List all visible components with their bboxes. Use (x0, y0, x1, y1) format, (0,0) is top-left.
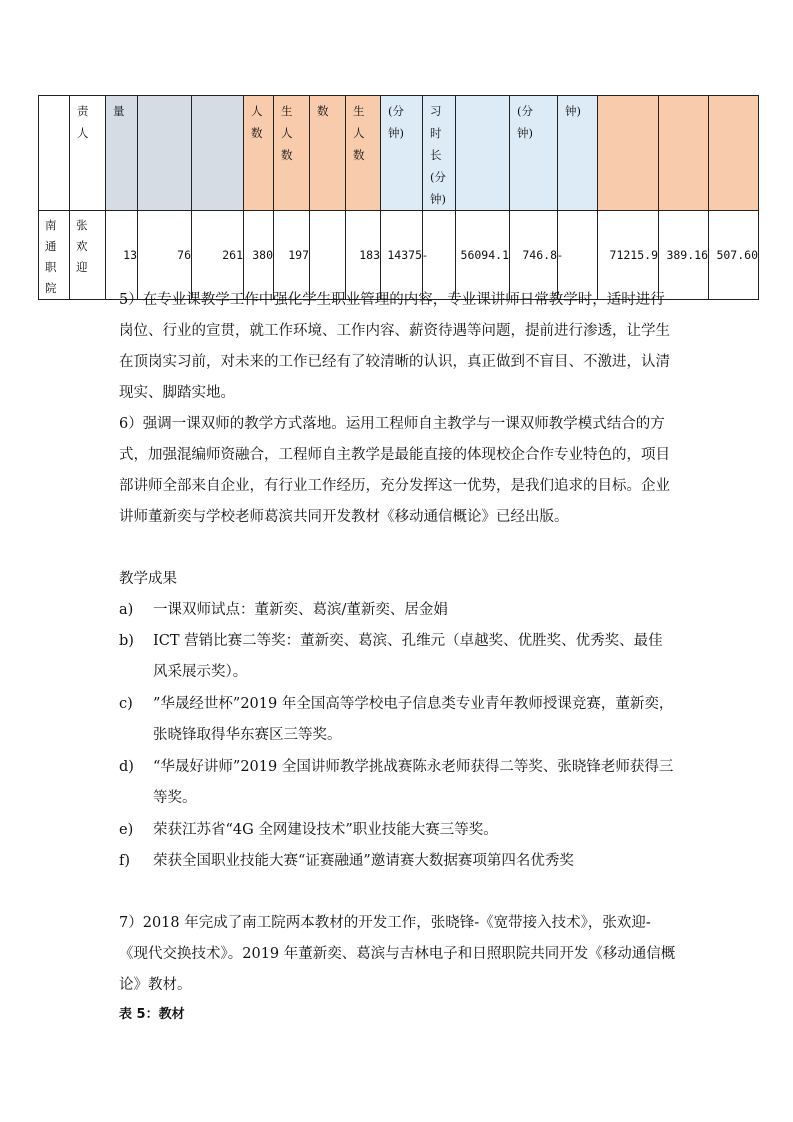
result-label: a) (119, 602, 134, 618)
result-text: 荣获江苏省“4G 全网建设技术”职业技能大赛三等奖。 (153, 822, 498, 838)
table-caption: 表 5：教材 (119, 1007, 185, 1022)
person-cell: 张 欢 迎 (70, 211, 106, 300)
header-cell: 习 时 长 (分 钟) (423, 96, 456, 211)
header-cell: 人 数 (244, 96, 274, 211)
header-cell (39, 96, 70, 211)
value-cell: 261 (192, 211, 244, 300)
result-text: ”华晟经世杯”2019 年全国高等学校电子信息类专业青年教师授课竞赛，董新奕，张晓锋取得华东赛区三等奖。 (153, 696, 674, 743)
value-cell: - (558, 211, 598, 300)
header-cell (456, 96, 510, 211)
result-label: c) (119, 696, 133, 712)
value-cell: 13 (106, 211, 138, 300)
result-text: “华晟好讲师”2019 全国讲师教学挑战赛陈永老师获得二等奖、张晓锋老师获得三等奖。 (153, 759, 674, 806)
result-label: e) (119, 822, 134, 838)
header-cell (709, 96, 759, 211)
header-cell: (分 钟) (510, 96, 558, 211)
value-cell: 197 (274, 211, 310, 300)
value-cell: 507.60 (709, 211, 759, 300)
value-cell: 14375 (381, 211, 423, 300)
table-header-row (39, 96, 759, 211)
paragraph-6: 6）强调一课双师的教学方式落地。运用工程师自主教学与一课双师教学模式结合的方式，加强混编师资融合，工程师自主教学是最能直接的体现校企合作专业特色的，项目部讲师全部来自企业，有行业工作经历，充分发挥这一优势，是我们追求的目标。企业讲师董新奕与学校老师葛滨共同开发教材《移动通信概论》已经出版。 (119, 416, 670, 525)
header-cell (659, 96, 709, 211)
header-cell (192, 96, 244, 211)
college-cell: 南 通 职 院 (39, 211, 70, 300)
header-cell: 量 (106, 96, 138, 211)
header-cell: (分 钟) (381, 96, 423, 211)
header-cell: 数 (310, 96, 346, 211)
header-cell: 生 人 数 (346, 96, 381, 211)
header-cell: 钟) (558, 96, 598, 211)
paragraph-7: 7）2018 年完成了南工院两本教材的开发工作，张晓锋-《宽带接入技术》，张欢迎-《现代交换技术》。2019 年董新奕、葛滨与吉林电子和日照职院共同开发《移动通信概论》教材。 (119, 915, 676, 993)
result-text: ICT 营销比赛二等奖：董新奕、葛滨、孔维元（卓越奖、优胜奖、优秀奖、最佳风采展示奖）。 (153, 633, 663, 680)
header-cell: 生 人 数 (274, 96, 310, 211)
header-cell: 责 人 (70, 96, 106, 211)
paragraph-5: 5）在专业课教学工作中强化学生职业管理的内容，专业课讲师日常教学时，适时进行岗位、行业的宣贯，就工作环境、工作内容、薪资待遇等问题，提前进行渗透，让学生在顶岗实习前，对未来的工作已经有了较清晰的认识，真正做到不盲目、不激进，认清现实、脚踏实地。 (119, 292, 670, 401)
value-cell: 76 (138, 211, 192, 300)
value-cell: 183 (346, 211, 381, 300)
result-text: 荣获全国职业技能大赛“证赛融通”邀请赛大数据赛项第四名优秀奖 (153, 853, 574, 869)
value-cell: 71215.9 (598, 211, 659, 300)
statistics-table (38, 95, 759, 300)
value-cell: - (423, 211, 456, 300)
header-cell (598, 96, 659, 211)
header-cell (138, 96, 192, 211)
value-cell: 380 (244, 211, 274, 300)
value-cell: 389.16 (659, 211, 709, 300)
result-text: 一课双师试点：董新奕、葛滨/董新奕、居金娟 (153, 602, 448, 618)
results-heading: 教学成果 (119, 571, 177, 587)
result-label: f) (119, 853, 131, 869)
result-label: b) (119, 633, 134, 649)
value-cell: 746.8 (510, 211, 558, 300)
value-cell: 56094.1 (456, 211, 510, 300)
result-label: d) (119, 759, 134, 775)
